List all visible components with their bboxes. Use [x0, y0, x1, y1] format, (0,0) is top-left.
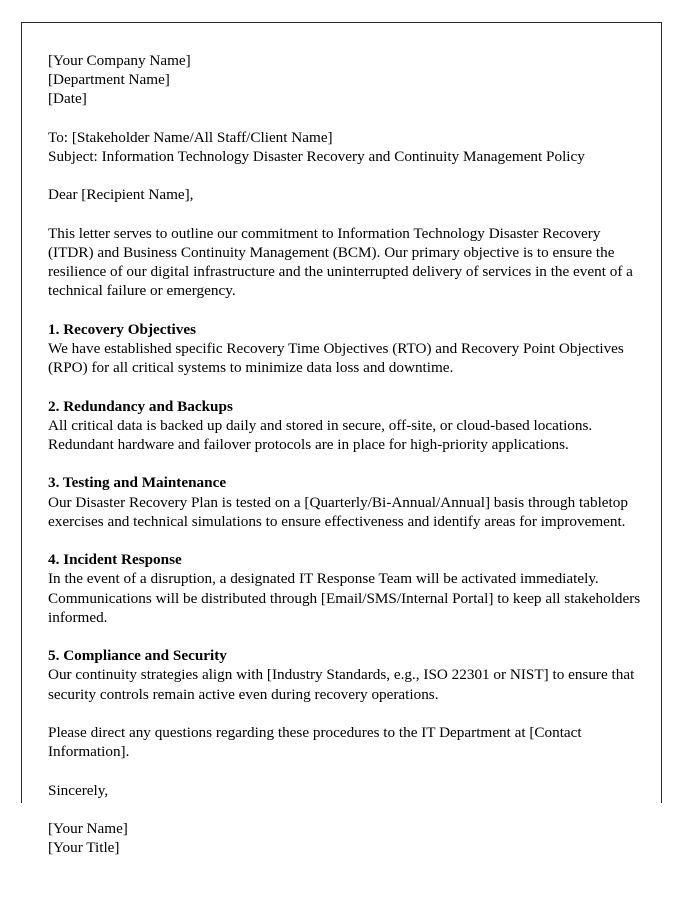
addressing-block — [48, 128, 643, 166]
section-testing-and-maintenance — [48, 473, 643, 531]
salutation-block — [48, 185, 643, 204]
section-heading: 5. Compliance and Security — [48, 647, 227, 665]
intro-paragraph-block — [48, 224, 643, 301]
closing-paragraph-block — [48, 723, 643, 761]
letter-body — [48, 51, 643, 857]
section-recovery-objectives — [48, 320, 643, 378]
section-redundancy-and-backups — [48, 397, 643, 455]
signature-block — [48, 819, 643, 857]
subject-line: Subject: Information Technology Disaster Recovery and Continuity Management Policy — [48, 148, 585, 165]
section-body: Our continuity strategies align with [Industry Standards, e.g., ISO 22301 or NIST] to ensure that security controls remain active even during recovery operations. — [48, 666, 639, 703]
closing-paragraph: Please direct any questions regarding these procedures to the IT Department at [Contact Information]. — [48, 723, 586, 761]
date-line: [Date] — [48, 90, 87, 108]
letterhead-block — [48, 51, 643, 109]
section-body: We have established specific Recovery Time Objectives (RTO) and Recovery Point Objectives (RPO) for all critical systems to minimize data loss and downtime. — [48, 339, 628, 377]
signature-name-line: [Your Name] — [48, 819, 128, 837]
section-heading: 2. Redundancy and Backups — [48, 397, 233, 415]
valediction-block — [48, 781, 643, 800]
valediction-line: Sincerely, — [48, 781, 109, 799]
section-incident-response — [48, 550, 643, 627]
intro-paragraph: This letter serves to outline our commitment to Information Technology Disaster Recovery (ITDR) and Business Continuity Management (BCM). Our primary objective is to ensure the resilience of our digital infrastructure and the uninterrupted delivery of services in the event of a technical failure or emergency. — [48, 224, 637, 300]
document-page-frame — [21, 22, 662, 857]
section-heading: 1. Recovery Objectives — [48, 320, 197, 338]
section-compliance-and-security — [48, 646, 643, 704]
section-heading: 4. Incident Response — [48, 551, 182, 569]
signature-title-line: [Your Title] — [48, 839, 120, 857]
recipient-to-line: To: [Stakeholder Name/All Staff/Client Name] — [48, 128, 333, 146]
department-name-line: [Department Name] — [48, 71, 170, 89]
company-name-line: [Your Company Name] — [48, 52, 191, 69]
section-heading: 3. Testing and Maintenance — [48, 474, 227, 492]
section-body: All critical data is backed up daily and stored in secure, off-site, or cloud-based locations. Redundant hardware and failover protocols are in place for high-priority applications. — [48, 416, 596, 453]
section-body: In the event of a disruption, a designated IT Response Team will be activated immediately. Communications will be distributed through [Email/SMS/Internal Portal] to keep all stakeholders informed. — [48, 570, 645, 626]
section-body: Our Disaster Recovery Plan is tested on a [Quarterly/Bi-Annual/Annual] basis through tabletop exercises and technical simulations to ensure effectiveness and identify areas for improvement. — [48, 493, 632, 530]
salutation-line: Dear [Recipient Name], — [48, 186, 194, 204]
